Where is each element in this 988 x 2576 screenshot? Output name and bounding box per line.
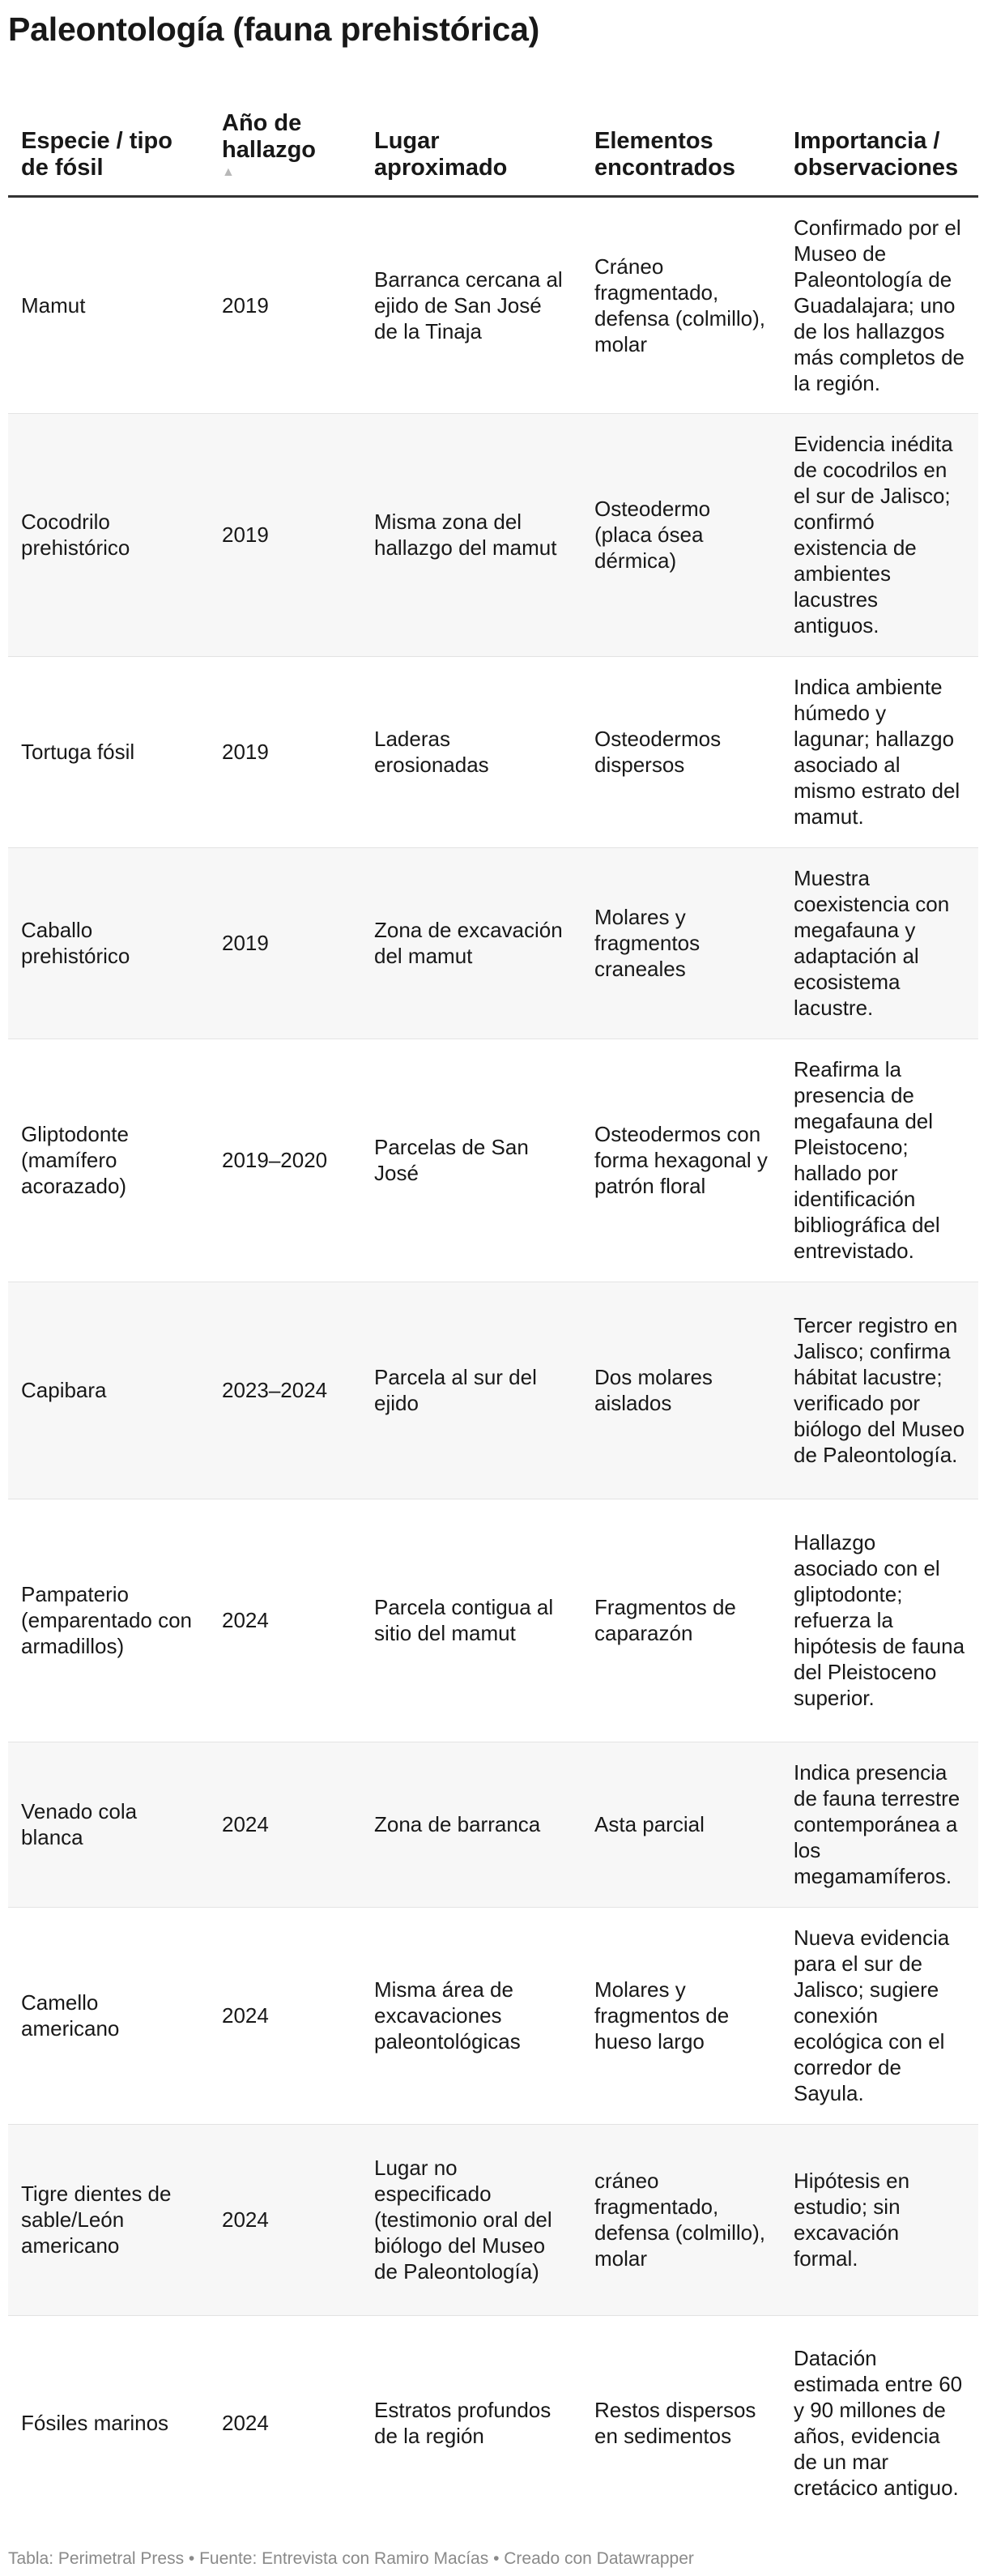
cell-species: Pampaterio (emparentado con armadillos): [8, 1499, 209, 1742]
cell-importance: Nueva evidencia para el sur de Jalisco; sugiere conexión ecológica con el corredor de Sayula.: [781, 1907, 978, 2124]
cell-place: Estratos profundos de la región: [374, 2398, 551, 2449]
table-header: [8, 81, 978, 196]
cell-year: 2024: [209, 2124, 361, 2315]
cell-place: Parcela al sur del ejido: [361, 1282, 581, 1499]
table-row: [8, 1742, 978, 1907]
cell-place: Parcela contigua al sitio del mamut: [361, 1499, 581, 1742]
column-header-year-label: Año de hallazgo: [222, 109, 317, 163]
cell-importance: Tercer registro en Jalisco; confirma hábitat lacustre; verificado por biólogo del Museo de Paleontología.: [781, 1282, 978, 1499]
cell-place: Barranca cercana al ejido de San José de la Tinaja: [361, 196, 581, 413]
cell-species: Capibara: [8, 1282, 209, 1499]
cell-species: Gliptodonte (mamífero acorazado): [8, 1039, 209, 1282]
cell-elements: Dos molares aislados: [581, 1282, 781, 1499]
cell-species: Fósiles marinos: [21, 2411, 169, 2436]
cell-species: Tortuga fósil: [8, 656, 209, 847]
table-header-row: [8, 81, 978, 196]
cell-year: 2019: [209, 196, 361, 413]
table-row: [8, 413, 978, 656]
page-title: Paleontología (fauna prehistórica): [8, 11, 540, 48]
table-row: [8, 1499, 978, 1742]
column-header-year[interactable]: [209, 81, 361, 196]
cell-species: Caballo prehistórico: [8, 847, 209, 1039]
cell-species: Camello americano: [8, 1907, 209, 2124]
source-footer: Tabla: Perimetral Press • Fuente: Entrevista con Ramiro Macías • Creado con Datawrapper: [8, 2549, 694, 2568]
table-row: [8, 1282, 978, 1499]
column-header-place[interactable]: Lugar aproximado: [361, 81, 581, 196]
cell-importance: Reafirma la presencia de megafauna del Pleistoceno; hallado por identificación bibliográfica del entrevistado.: [781, 1039, 978, 1282]
cell-year: 2019–2020: [209, 1039, 361, 1282]
cell-elements: Cráneo fragmentado, defensa (colmillo), molar: [581, 196, 781, 413]
cell-year: 2024: [209, 1499, 361, 1742]
cell-year: 2019: [209, 656, 361, 847]
table-row: [8, 847, 978, 1039]
table-row: [8, 656, 978, 847]
cell-importance: Datación estimada entre 60 y 90 millones de años, evidencia de un mar cretácico antiguo.: [794, 2346, 963, 2501]
cell-species: Cocodrilo prehistórico: [8, 413, 209, 656]
cell-year: 2023–2024: [209, 1282, 361, 1499]
column-header-species[interactable]: Especie / tipo de fósil: [8, 81, 209, 196]
cell-importance: Confirmado por el Museo de Paleontología de Guadalajara; uno de los hallazgos más completos de la región.: [781, 196, 978, 413]
cell-year: 2024: [222, 2411, 269, 2436]
cell-importance: Muestra coexistencia con megafauna y adaptación al ecosistema lacustre.: [781, 847, 978, 1039]
sort-ascending-icon[interactable]: ▲: [222, 164, 235, 179]
cell-place: Lugar no especificado (testimonio oral del biólogo del Museo de Paleontología): [361, 2124, 581, 2315]
cell-elements: Osteodermos dispersos: [581, 656, 781, 847]
cell-elements: Restos dispersos en sedimentos: [594, 2398, 756, 2449]
cell-importance: Indica presencia de fauna terrestre contemporánea a los megamamíferos.: [781, 1742, 978, 1907]
cell-year: 2024: [209, 1907, 361, 2124]
cell-importance: Hallazgo asociado con el gliptodonte; refuerza la hipótesis de fauna del Pleistoceno superior.: [781, 1499, 978, 1742]
table-row: [8, 196, 978, 413]
cell-place: Zona de barranca: [361, 1742, 581, 1907]
fossil-table: [8, 81, 978, 2531]
table-row: [8, 1907, 978, 2124]
cell-place: Laderas erosionadas: [361, 656, 581, 847]
cell-importance: Indica ambiente húmedo y lagunar; hallazgo asociado al mismo estrato del mamut.: [781, 656, 978, 847]
column-header-importance[interactable]: Importancia / observaciones: [781, 81, 978, 196]
cell-place: Misma área de excavaciones paleontológicas: [361, 1907, 581, 2124]
cell-importance: Evidencia inédita de cocodrilos en el sur de Jalisco; confirmó existencia de ambientes lacustres antiguos.: [781, 413, 978, 656]
cell-species: Venado cola blanca: [8, 1742, 209, 1907]
column-header-elements[interactable]: Elementos encontrados: [581, 81, 781, 196]
cell-species: Tigre dientes de sable/León americano: [8, 2124, 209, 2315]
cell-year: 2019: [209, 413, 361, 656]
cell-elements: Asta parcial: [581, 1742, 781, 1907]
cell-place: Parcelas de San José: [361, 1039, 581, 1282]
cell-elements: Osteodermo (placa ósea dérmica): [581, 413, 781, 656]
cell-elements: Osteodermos con forma hexagonal y patrón floral: [581, 1039, 781, 1282]
table-row: [8, 2315, 978, 2531]
cell-year: 2019: [209, 847, 361, 1039]
cell-elements: Molares y fragmentos de hueso largo: [581, 1907, 781, 2124]
cell-place: Misma zona del hallazgo del mamut: [361, 413, 581, 656]
cell-year: 2024: [209, 1742, 361, 1907]
cell-species: Mamut: [8, 196, 209, 413]
cell-elements: Fragmentos de caparazón: [581, 1499, 781, 1742]
cell-elements: Molares y fragmentos craneales: [581, 847, 781, 1039]
table-body: [8, 196, 978, 2531]
table-row: [8, 1039, 978, 1282]
table-row: [8, 2124, 978, 2315]
cell-place: Zona de excavación del mamut: [361, 847, 581, 1039]
cell-importance: Hipótesis en estudio; sin excavación formal.: [781, 2124, 978, 2315]
cell-elements: cráneo fragmentado, defensa (colmillo), molar: [581, 2124, 781, 2315]
